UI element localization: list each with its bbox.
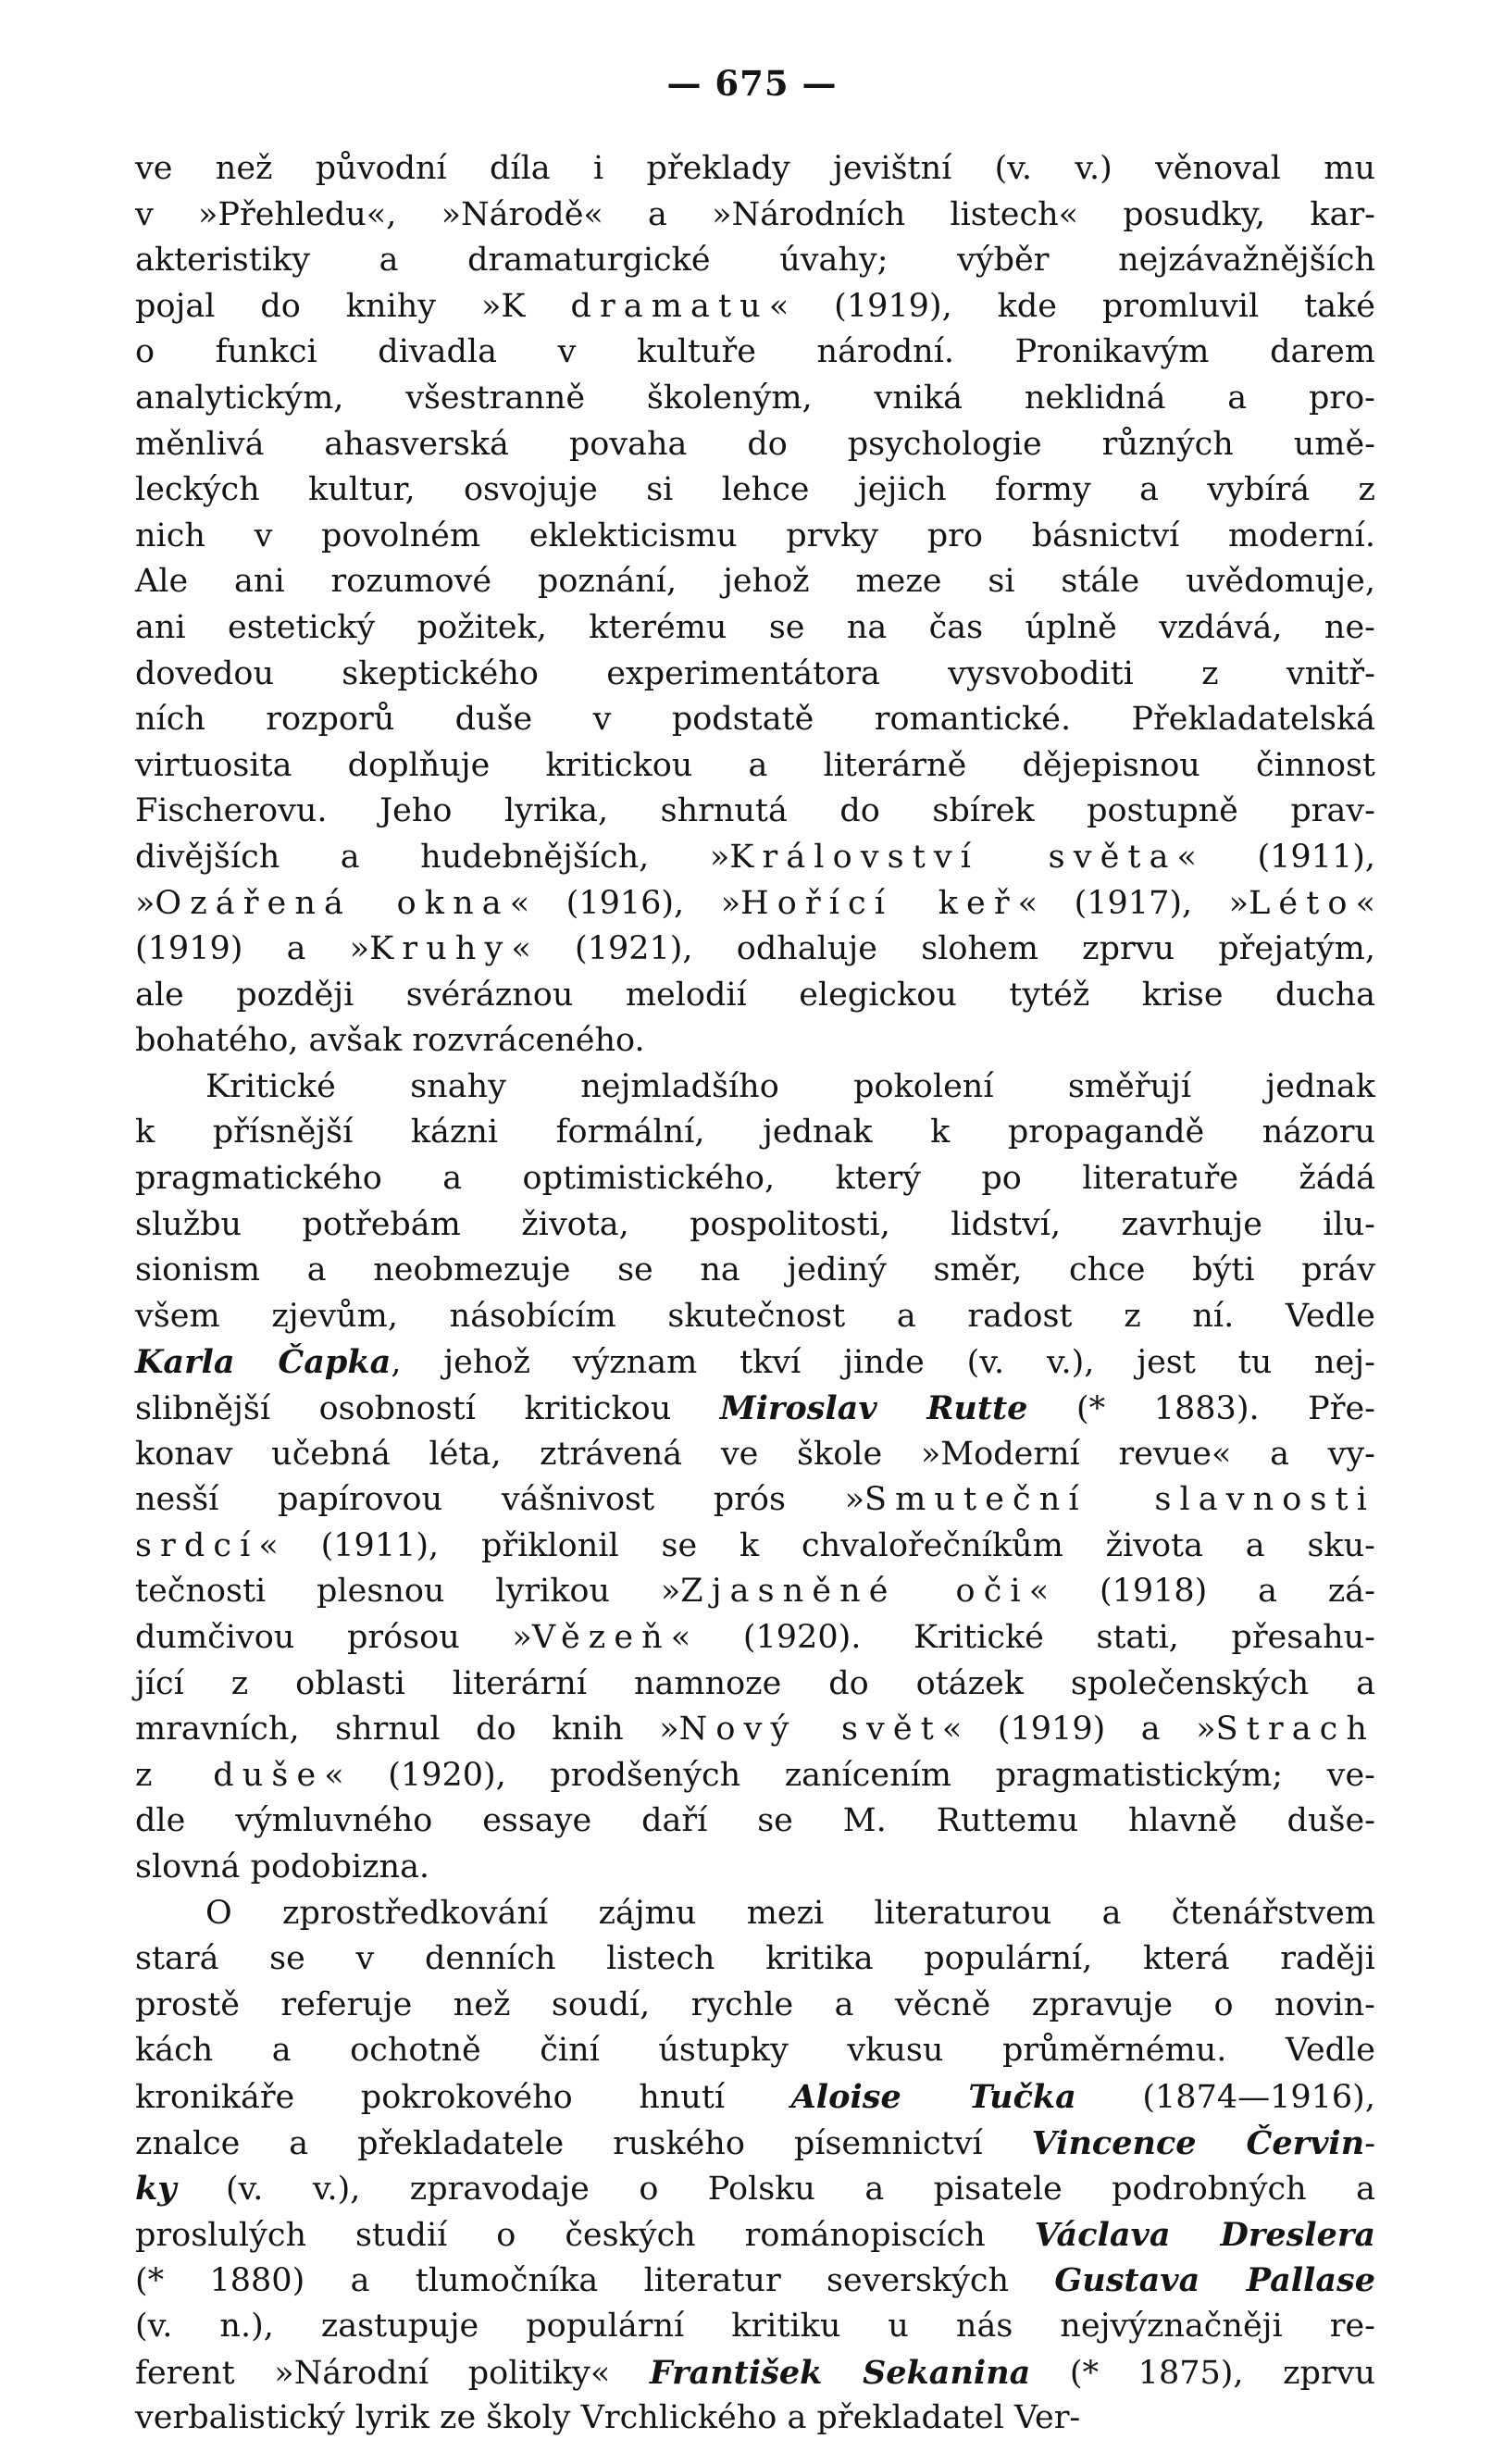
text-line: stará se v denních listech kritika populární, která raději xyxy=(135,1940,1375,1978)
text-line: službu potřebám života, pospolitosti, lidství, zavrhuje ilu- xyxy=(135,1205,1375,1243)
text-line: jící z oblasti literární namnoze do otázek společenských a xyxy=(135,1664,1375,1702)
spaced-title: Zjasněné oči xyxy=(680,1573,1029,1611)
text-line: mravních, shrnul do knih »Nový svět« (1919) a »Strach xyxy=(135,1711,1376,1748)
text-line: o funkci divadla v kultuře národní. Pronikavým darem xyxy=(135,333,1375,371)
text-line: verbalistický lyrik ze školy Vrchlického a překladatel Ver- xyxy=(135,2399,1081,2437)
spaced-title: Léto xyxy=(1249,884,1356,922)
text-line: virtuosita doplňuje kritickou a literárně dějepisnou činnost xyxy=(135,746,1375,784)
text-line: ale později svéráznou melodií elegickou tytéž krise ducha xyxy=(135,976,1375,1014)
spaced-title: Království světa xyxy=(729,838,1177,876)
text-line: tečnosti plesnou lyrikou »Zjasněné oči« (1918) a zá- xyxy=(135,1573,1376,1611)
text-line: ních rozporů duše v podstatě romantické. Překladatelská xyxy=(135,701,1375,739)
text-line: ky (v. v.), zpravodaje o Polsku a pisatele podrobných a xyxy=(135,2170,1375,2209)
text-line: všem zjevům, násobícím skutečnost a radost z ní. Vedle xyxy=(135,1297,1375,1335)
text-line: znalce a překladatele ruského písemnictví Vincence Červin- xyxy=(135,2123,1376,2162)
text-line: Kritické snahy nejmladšího pokolení směřují jednak xyxy=(205,1067,1375,1105)
text-line: sionism a neobmezuje se na jediný směr, chce býti práv xyxy=(135,1251,1375,1289)
spaced-title: Vězeň xyxy=(531,1619,671,1656)
spaced-title: Hořící keř xyxy=(740,884,1018,922)
spaced-title: dramatu xyxy=(570,287,769,325)
italic-name: Václava Dreslera xyxy=(1034,2215,1375,2254)
text-line: prostě referuje než soudí, rychle a věcně zpravuje o novin- xyxy=(135,1985,1375,2023)
spaced-title: Smuteční slavnosti xyxy=(864,1481,1375,1519)
text-line: ani estetický požitek, kterému se na čas úplně vzdává, ne- xyxy=(135,608,1375,646)
text-line: pragmatického a optimistického, který po literatuře žádá xyxy=(135,1160,1375,1198)
body-text xyxy=(135,146,1375,2442)
text-line: proslulých studií o českých románopiscích Václava Dreslera xyxy=(135,2215,1375,2254)
text-line: k přísnější kázni formální, jednak k propagandě názoru xyxy=(135,1114,1375,1151)
text-line: (1919) a »Kruhy« (1921), odhaluje slohem zprvu přejatým, xyxy=(135,930,1375,968)
text-line: ve než původní díla i překlady jevištní (v. v.) věnoval mu xyxy=(135,150,1375,187)
italic-name: Miroslav Rutte xyxy=(719,1389,1028,1428)
text-line: slibnější osobností kritickou Miroslav Rutte (* 1883). Pře- xyxy=(135,1389,1375,1428)
text-line: měnlivá ahasverská povaha do psychologie různých umě- xyxy=(135,425,1375,463)
spaced-title: Strach xyxy=(1215,1711,1376,1748)
text-line: dle výmluvného essaye daří se M. Ruttemu hlavně duše- xyxy=(135,1802,1375,1840)
text-line: »Ozářená okna« (1916), »Hořící keř« (1917), »Léto« xyxy=(135,884,1375,922)
text-line: dovedou skeptického experimentátora vysvoboditi z vnitř- xyxy=(135,654,1375,692)
italic-name: Karla Čapka xyxy=(135,1343,392,1382)
text-line: (* 1880) a tlumočníka literatur severských Gustava Pallase xyxy=(135,2261,1375,2300)
text-line: divějších a hudebnějších, »Království světa« (1911), xyxy=(135,838,1375,876)
text-line: srdcí« (1911), přiklonil se k chvalořečníkům života a sku- xyxy=(135,1526,1375,1564)
text-line: akteristiky a dramaturgické úvahy; výběr nejzávažnějších xyxy=(135,242,1375,280)
italic-name: Aloise Tučka xyxy=(790,2077,1076,2116)
text-line: slovná podobizna. xyxy=(135,1848,430,1885)
spaced-title: Ozářená okna xyxy=(155,884,510,922)
spaced-title: srdcí xyxy=(135,1526,259,1564)
page-number: — 675 — xyxy=(666,63,838,104)
text-line: nich v povolném eklekticismu prvky pro básnictví moderní. xyxy=(135,516,1375,554)
italic-name: ky xyxy=(135,2170,177,2209)
spaced-title: Nový svět xyxy=(678,1711,942,1748)
text-line: v »Přehledu«, »Národě« a »Národních listech« posudky, kar- xyxy=(135,195,1375,233)
text-line: leckých kultur, osvojuje si lehce jejich formy a vybírá z xyxy=(135,471,1375,509)
spaced-title: z duše xyxy=(135,1756,325,1794)
text-line: Fischerovu. Jeho lyrika, shrnutá do sbírek postupně prav- xyxy=(135,792,1375,830)
text-line: konav učebná léta, ztrávená ve škole »Moderní revue« a vy- xyxy=(135,1435,1375,1473)
text-line: kronikáře pokrokového hnutí Aloise Tučka (1874—1916), xyxy=(135,2077,1375,2116)
text-line: ferent »Národní politiky« František Sekanina (* 1875), zprvu xyxy=(135,2353,1376,2392)
text-line: Ale ani rozumové poznání, jehož meze si stále uvědomuje, xyxy=(135,563,1375,601)
spaced-title: Kruhy xyxy=(369,930,512,968)
text-line: bohatého, avšak rozvráceného. xyxy=(135,1022,645,1060)
text-line: kách a ochotně činí ústupky vkusu průměrnému. Vedle xyxy=(135,2032,1375,2070)
text-line: (v. n.), zastupuje populární kritiku u nás nejvýznačněji re- xyxy=(135,2307,1375,2345)
italic-name: František Sekanina xyxy=(649,2353,1031,2392)
text-line: dumčivou prósou »Vězeň« (1920). Kritické stati, přesahu- xyxy=(135,1619,1376,1656)
italic-name: Gustava Pallase xyxy=(1054,2261,1375,2300)
text-line: Karla Čapka, jehož význam tkví jinde (v. v.), jest tu nej- xyxy=(135,1343,1375,1382)
text-line: analytickým, všestranně školeným, vniká neklidná a pro- xyxy=(135,379,1375,417)
text-line: O zprostředkování zájmu mezi literaturou a čtenářstvem xyxy=(205,1894,1375,1932)
italic-name: Vincence Červin xyxy=(1031,2123,1365,2162)
text-line: z duše« (1920), prodšených zanícením pragmatistickým; ve- xyxy=(135,1756,1375,1794)
text-line: nesší papírovou vášnivost prós »Smuteční slavnosti xyxy=(135,1481,1375,1519)
text-line: pojal do knihy »K dramatu« (1919), kde promluvil také xyxy=(135,287,1375,325)
